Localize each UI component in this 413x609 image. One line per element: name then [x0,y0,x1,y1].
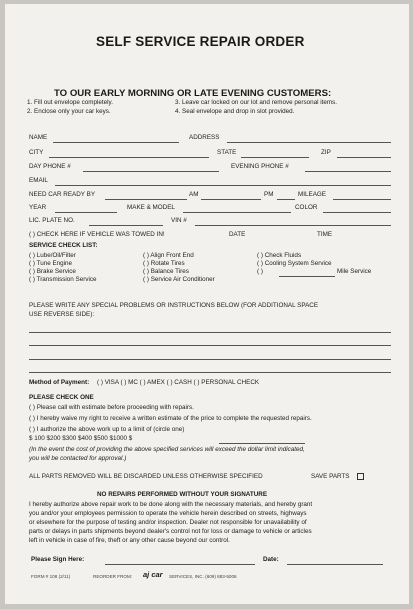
sign-here-label: Please Sign Here: [31,556,85,563]
pm-field[interactable] [277,199,295,200]
service-custom-checkbox[interactable]: ( ) [257,268,263,275]
parts-removed-notice: ALL PARTS REMOVED WILL BE DISCARDED UNLESS OTHERWISE SPECIFIED [29,473,263,480]
evening-phone-field[interactable] [305,171,391,172]
mile-service-field[interactable] [279,276,335,277]
service-check-fluids[interactable]: ( ) Check Fluids [257,252,302,259]
instruction-4: 4. Seal envelope and drop in slot provided. [175,108,295,115]
color-label: COLOR [295,204,318,211]
state-label: STATE [217,149,237,156]
problems-line-2[interactable] [29,345,391,346]
service-check-list-heading: SERVICE CHECK LIST: [29,242,98,249]
service-rotate-tires[interactable]: ( ) Rotate Tires [143,260,185,267]
name-label: NAME [29,134,48,141]
limit-note-line-1: (In the event the cost of providing the above specified services will exceed the dollar limit indicated, [29,446,305,453]
ready-date-field[interactable] [105,199,187,200]
authorization-line-5: left in vehicle in case of fire, theft or any other cause beyond our control. [29,537,230,544]
service-balance-tires[interactable]: ( ) Balance Tires [143,268,189,275]
vin-field[interactable] [195,225,391,226]
instruction-3: 3. Leave car locked on our lot and remove personal items. [175,99,338,106]
state-field[interactable] [241,157,309,158]
evening-phone-label: EVENING PHONE # [231,163,289,170]
limit-custom-field[interactable] [219,443,305,444]
city-label: CITY [29,149,44,156]
form-title: SELF SERVICE REPAIR ORDER [96,34,305,49]
lic-plate-label: LIC. PLATE NO. [29,217,75,224]
problems-line-1[interactable] [29,332,391,333]
authorization-line-1: I hereby authorize above repair work to be done along with the necessary materials, and hereby grant [29,501,313,508]
service-tune-engine[interactable]: ( ) Tune Engine [29,260,73,267]
payment-label: Method of Payment: [29,379,90,386]
option-call-with-estimate[interactable]: ( ) Please call with estimate before proceeding with repairs. [29,404,194,411]
zip-field[interactable] [337,157,391,158]
city-field[interactable] [49,157,209,158]
year-field[interactable] [55,212,117,213]
email-field[interactable] [55,185,391,186]
brand-logo: aj car [143,570,163,579]
authorization-line-3: or elsewhere for the purpose of testing and/or inspection. Dealer not responsible for unavailability of [29,519,307,526]
problems-line-3[interactable] [29,359,391,360]
pm-label: PM [264,191,274,198]
repair-order-form [5,4,409,604]
name-field[interactable] [53,142,179,143]
customers-heading: TO OUR EARLY MORNING OR LATE EVENING CUSTOMERS: [54,88,332,99]
problems-line-4[interactable] [29,372,391,373]
service-brake[interactable]: ( ) Brake Service [29,268,76,275]
day-phone-label: DAY PHONE # [29,163,71,170]
signature-field[interactable] [105,564,255,565]
address-label: ADDRESS [189,134,220,141]
form-number: FORM # 108 (2/11) [31,574,71,579]
mile-service-label: Mile Service [337,268,372,275]
towed-date-label: DATE [229,231,246,238]
save-parts-checkbox[interactable] [357,473,364,480]
am-label: AM [189,191,199,198]
option-waive-estimate[interactable]: ( ) I hereby waive my right to receive a written estimate of the price to complete the requested repairs. [29,415,312,422]
save-parts-label: SAVE PARTS [311,473,350,480]
service-align-front-end[interactable]: ( ) Align Front End [143,252,194,259]
problems-instructions-line-2: USE REVERSE SIDE): [29,311,95,318]
towed-time-label: TIME [317,231,333,238]
check-one-heading: PLEASE CHECK ONE [29,394,94,401]
lic-plate-field[interactable] [89,225,163,226]
service-transmission[interactable]: ( ) Transmission Service [29,276,97,283]
reorder-from: REORDER FROM: [93,574,133,579]
zip-label: ZIP [321,149,331,156]
authorization-line-4: parts or delays in parts shipments beyond dealer's control not for loss or damage to vehicle or articles [29,528,312,535]
instruction-2: 2. Enclose only your car keys. [27,108,111,115]
towed-checkbox[interactable]: ( ) CHECK HERE IF VEHICLE WAS TOWED IN! [29,231,165,238]
problems-instructions-line-1: PLEASE WRITE ANY SPECIAL PROBLEMS OR INSTRUCTIONS BELOW (FOR ADDITIONAL SPACE [29,302,319,309]
limit-note-line-2: you will be contacted for approval.) [29,455,127,462]
payment-options[interactable]: ( ) VISA ( ) MC ( ) AMEX ( ) CASH ( ) PERSONAL CHECK [97,379,260,386]
service-lube-oil-filter[interactable]: ( ) Lube/Oil/Filter [29,252,76,259]
color-field[interactable] [323,212,391,213]
day-phone-field[interactable] [83,171,219,172]
authorization-line-2: you and/or your employees permission to operate the vehicle herein described on streets, highways [29,510,307,517]
need-car-ready-label: NEED CAR READY BY [29,191,96,198]
signature-date-field[interactable] [287,564,383,565]
limit-amounts[interactable]: $ 100 $200 $300 $400 $500 $1000 $ [29,435,133,442]
service-cooling-system[interactable]: ( ) Cooling System Service [257,260,332,267]
make-model-field[interactable] [183,212,291,213]
ready-time-field[interactable] [201,199,261,200]
instruction-1: 1. Fill out envelope completely. [27,99,113,106]
option-authorize-limit[interactable]: ( ) I authorize the above work up to a limit of (circle one) [29,426,185,433]
vin-label: VIN # [171,217,187,224]
make-model-label: MAKE & MODEL [127,204,175,211]
services-phone: SERVICES, INC. (609) 883-5006 [169,574,237,579]
email-label: EMAIL [29,177,48,184]
mileage-label: MILEAGE [298,191,326,198]
date-label: Date: [263,556,279,563]
service-air-conditioner[interactable]: ( ) Service Air Conditioner [143,276,215,283]
mileage-field[interactable] [333,199,391,200]
address-field[interactable] [227,142,391,143]
year-label: YEAR [29,204,47,211]
no-repairs-heading: NO REPAIRS PERFORMED WITHOUT YOUR SIGNATURE [97,491,268,498]
